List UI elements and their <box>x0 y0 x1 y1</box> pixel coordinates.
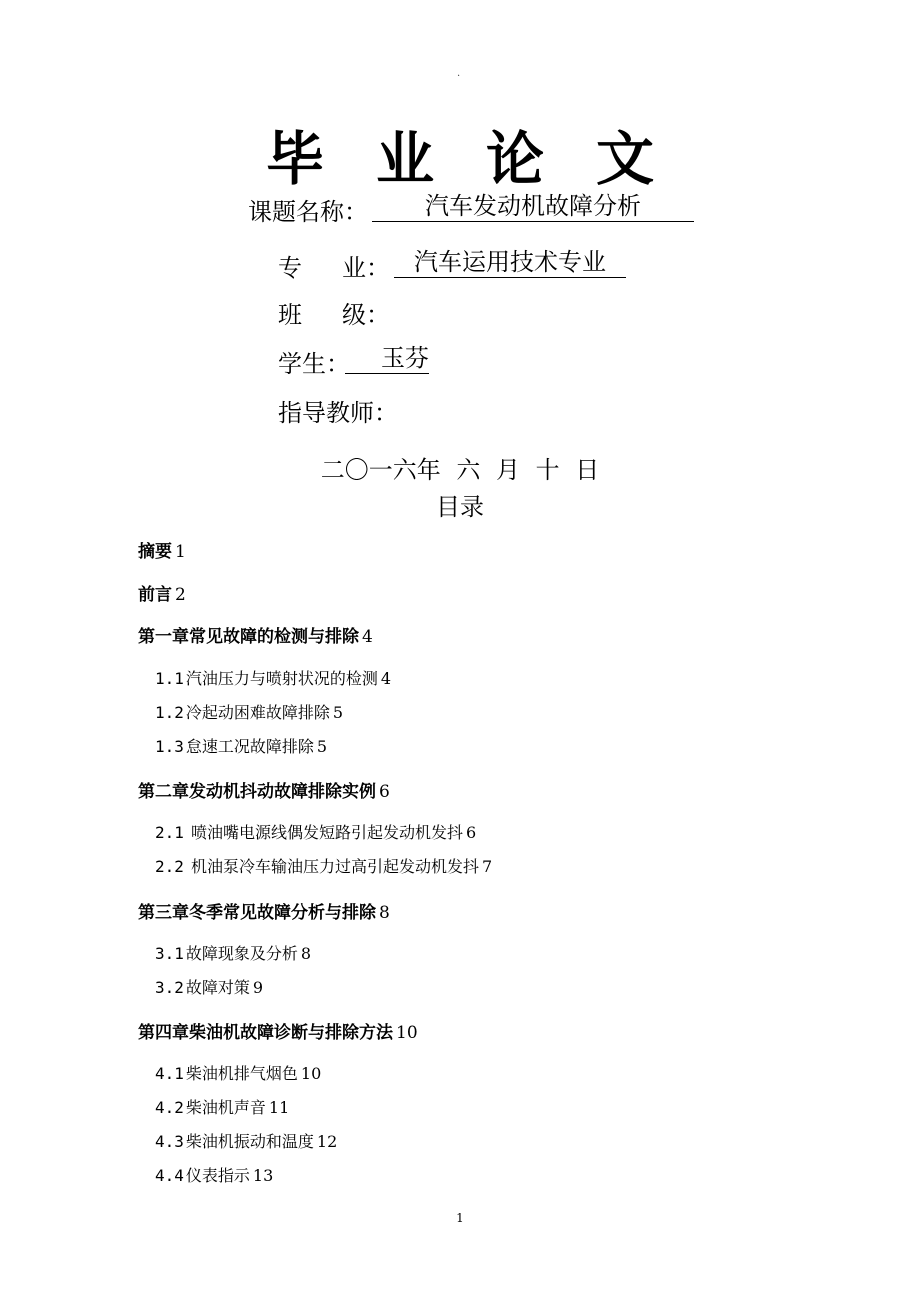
header-mark: . <box>457 68 461 79</box>
toc-chapter[interactable]: 第四章柴油机故障诊断与排除方法 10 <box>138 1023 418 1043</box>
toc-section[interactable]: 2.2 机油泵冷车输油压力过高引起发动机发抖 7 <box>155 857 493 876</box>
topic-value-text: 汽车发动机故障分析 <box>372 193 694 222</box>
toc-title: 目录 <box>436 493 484 521</box>
toc-section[interactable]: 4.2 柴油机声音 11 <box>155 1098 290 1117</box>
class-label-a: 班 <box>278 301 302 329</box>
title-char-3: 论 <box>486 125 545 193</box>
toc-section[interactable]: 3.1 故障现象及分析 8 <box>155 944 312 963</box>
major-label-a: 专 <box>278 254 302 282</box>
student-value <box>345 344 429 374</box>
major-label <box>278 248 390 283</box>
toc-section[interactable]: 1.2 冷起动困难故障排除 5 <box>155 703 344 722</box>
major-value-text: 汽车运用技术专业 <box>394 249 626 278</box>
major-value <box>394 248 626 278</box>
toc-section[interactable]: 4.1 柴油机排气烟色 10 <box>155 1064 322 1083</box>
toc-section[interactable]: 3.2 故障对策 9 <box>155 978 264 997</box>
thesis-title <box>0 112 920 196</box>
toc-section[interactable]: 2.1 喷油嘴电源线偶发短路引起发动机发抖 6 <box>155 823 477 842</box>
student-label: 学生： <box>278 350 350 378</box>
major-label-b: 业： <box>342 254 390 282</box>
topic-value <box>372 192 694 222</box>
toc-chapter[interactable]: 摘要 1 <box>138 542 186 562</box>
title-char-2: 业 <box>375 125 434 193</box>
toc-section[interactable]: 1.1 汽油压力与喷射状况的检测 4 <box>155 669 392 688</box>
date: 二〇一六年 六 月 十 日 <box>320 456 600 484</box>
page-number: 1 <box>456 1211 464 1225</box>
title-char-4: 文 <box>596 125 655 193</box>
student-value-text: 玉芬 <box>345 345 429 374</box>
toc-chapter[interactable]: 第一章常见故障的检测与排除 4 <box>138 627 373 647</box>
toc-section[interactable]: 4.3 柴油机振动和温度 12 <box>155 1132 338 1151</box>
advisor-label: 指导教师： <box>278 399 398 427</box>
toc-section[interactable]: 4.4 仪表指示 13 <box>155 1166 274 1185</box>
toc-chapter[interactable]: 第三章冬季常见故障分析与排除 8 <box>138 903 390 923</box>
class-label <box>278 295 390 330</box>
toc-section[interactable]: 1.3 怠速工况故障排除 5 <box>155 737 328 756</box>
class-label-b: 级： <box>342 301 390 329</box>
title-char-1: 毕 <box>265 125 324 193</box>
toc-chapter[interactable]: 前言 2 <box>138 585 186 605</box>
toc-chapter[interactable]: 第二章发动机抖动故障排除实例 6 <box>138 782 390 802</box>
topic-label: 课题名称： <box>248 198 368 226</box>
